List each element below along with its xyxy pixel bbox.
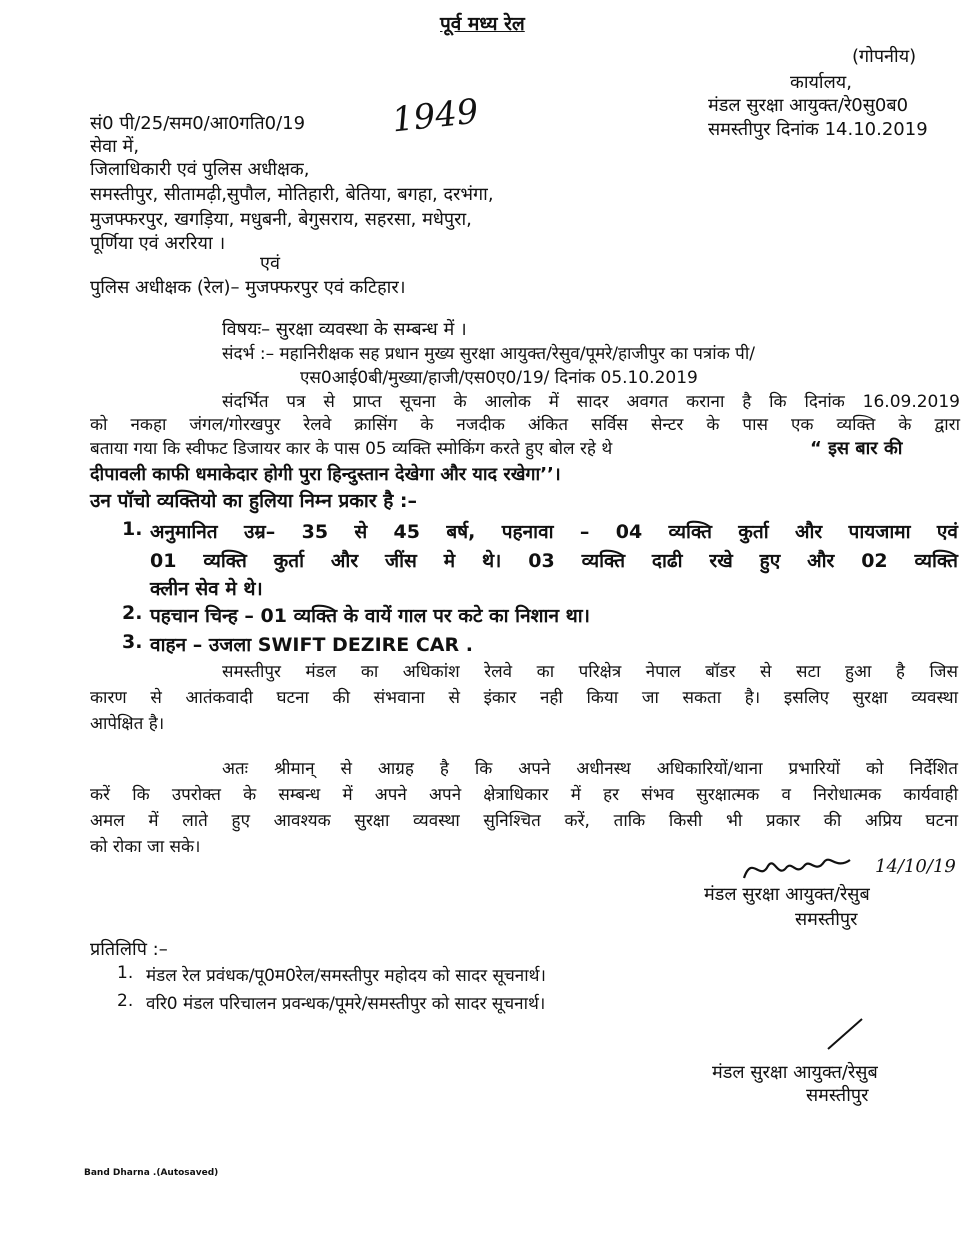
to-label: सेवा में, <box>90 136 140 157</box>
para3-line: अतः श्रीमान् से आग्रह है कि अपने अधीनस्थ अधिकारियों/थाना प्रभारियों को निर्देशित <box>222 759 958 779</box>
initial-stroke <box>820 1015 870 1055</box>
para2-line: समस्तीपुर मंडल का अधिकांश रेलवे का परिक्षेत्र नेपाल बॉडर से सटा हुआ है जिस <box>222 662 958 682</box>
signatory-title: मंडल सुरक्षा आयुक्त/रेसुब <box>704 884 870 905</box>
recipient-line: समस्तीपुर, सीतामढ़ी,सुपौल, मोतिहारी, बेतिया, बगहा, दरभंगा, <box>90 184 494 205</box>
para3-line: करें कि उपरोक्त के सम्बन्ध में अपने अपने क्षेत्राधिकार में हर संभव सुरक्षात्मक व निरोधात्मक कार्यवाही <box>90 785 958 805</box>
item-line: पहचान चिन्ह – 01 व्यक्ति के वायें गाल पर कटे का निशान था। <box>150 605 590 627</box>
quote-start: “ इस बार की <box>810 438 903 459</box>
quote-text: दीपावली काफी धमाकेदार होगी पुरा हिन्दुस्तान देखेगा और याद रखेगा’’। <box>90 464 561 485</box>
body-line: संदर्भित पत्र से प्राप्त सूचना के आलोक में सादर अवगत कराना है कि दिनांक 16.09.2019 <box>222 392 960 412</box>
item-number: 3. <box>122 631 143 653</box>
copy-heading: प्रतिलिपि :– <box>90 939 168 960</box>
recipient-line: पूर्णिया एवं अररिया । <box>90 233 226 254</box>
subject-line: विषयः– सुरक्षा व्यवस्था के सम्बन्ध में । <box>222 319 467 340</box>
org-title: पूर्व मध्य रेल <box>440 13 525 35</box>
item-line: अनुमानित उम्र– 35 से 45 बर्ष, पहनावा – 04 व्यक्ति कुर्ता और पायजामा एवं <box>150 521 958 543</box>
signatory-place: समस्तीपुर <box>795 909 858 930</box>
item-number: 2. <box>122 602 143 624</box>
item-line: 01 व्यक्ति कुर्ता और जींस मे थे। 03 व्यक्ति दाढी रखे हुए और 02 व्यक्ति <box>150 550 958 572</box>
item-line: क्लीन सेव मे थे। <box>150 578 263 600</box>
para2-line: आपेक्षित है। <box>90 714 165 734</box>
police-rail-recipient: पुलिस अधीक्षक (रेल)– मुजफ्फरपुर एवं कटिहार। <box>90 277 406 298</box>
para3-line: अमल में लाते हुए आवश्यक सुरक्षा व्यवस्था सुनिश्चित करें, ताकि किसी भी प्रकार की अप्रिय घटना <box>90 811 958 831</box>
copy-item-number: 2. <box>117 991 134 1011</box>
office-name: मंडल सुरक्षा आयुक्त/रे0सु0ब0 <box>708 95 909 116</box>
item-line: वाहन – उजला SWIFT DEZIRE CAR . <box>150 634 473 656</box>
description-heading: उन पॉचो व्यक्तियो का हुलिया निम्न प्रकार है :– <box>90 490 418 512</box>
para2-line: कारण से आतंकवादी घटना की संभवाना से इंकार नही किया जा सकता है। इसलिए सुरक्षा व्यवस्था <box>90 688 958 708</box>
handwritten-date: 14/10/19 <box>875 856 956 877</box>
reference-line-1: संदर्भ :– महानिरीक्षक सह प्रधान मुख्य सुरक्षा आयुक्त/रेसुव/पूमरे/हाजीपुर का पत्रांक पी/ <box>222 344 755 364</box>
para3-line: को रोका जा सके। <box>90 837 201 857</box>
reference-line-2: एस0आई0बी/मुख्या/हाजी/एस0ए0/19/ दिनांक 05.10.2019 <box>300 368 698 388</box>
and-label: एवं <box>260 253 280 274</box>
office-label: कार्यालय, <box>790 72 852 93</box>
footer-note: Band Dharna .(Autosaved) <box>84 1168 219 1178</box>
recipient-line: जिलाधिकारी एवं पुलिस अधीक्षक, <box>90 159 310 180</box>
reference-number: सं0 पी/25/सम0/आ0गति0/19 <box>90 113 306 134</box>
signatory-title: मंडल सुरक्षा आयुक्त/रेसुब <box>712 1062 878 1083</box>
copy-item-text: मंडल रेल प्रवंधक/पू0म0रेल/समस्तीपुर महोदय को सादर सूचनार्थ। <box>146 966 546 986</box>
recipient-line: मुजफ्फरपुर, खगड़िया, मधुबनी, बेगुसराय, सहरसा, मधेपुरा, <box>90 209 472 230</box>
body-line: को नकहा जंगल/गोरखपुर रेलवे क्रासिंग के नजदीक अंकित सर्विस सेन्टर के पास एक व्यक्ति के द्वारा <box>90 415 960 435</box>
copy-item-text: वरि0 मंडल परिचालन प्रवन्धक/पूमरे/समस्तीपुर को सादर सूचनार्थ। <box>146 994 546 1014</box>
body-line: बताया गया कि स्वीफट डिजायर कार के पास 05 व्यक्ति स्मोकिंग करते हुए बोल रहे थे <box>90 439 613 459</box>
place-date: समस्तीपुर दिनांक 14.10.2019 <box>708 119 928 140</box>
copy-item-number: 1. <box>117 963 134 983</box>
item-number: 1. <box>122 518 143 540</box>
signatory-place: समस्तीपुर <box>806 1085 869 1106</box>
handwritten-number: 1949 <box>390 91 481 141</box>
confidential-label: (गोपनीय) <box>852 46 917 67</box>
